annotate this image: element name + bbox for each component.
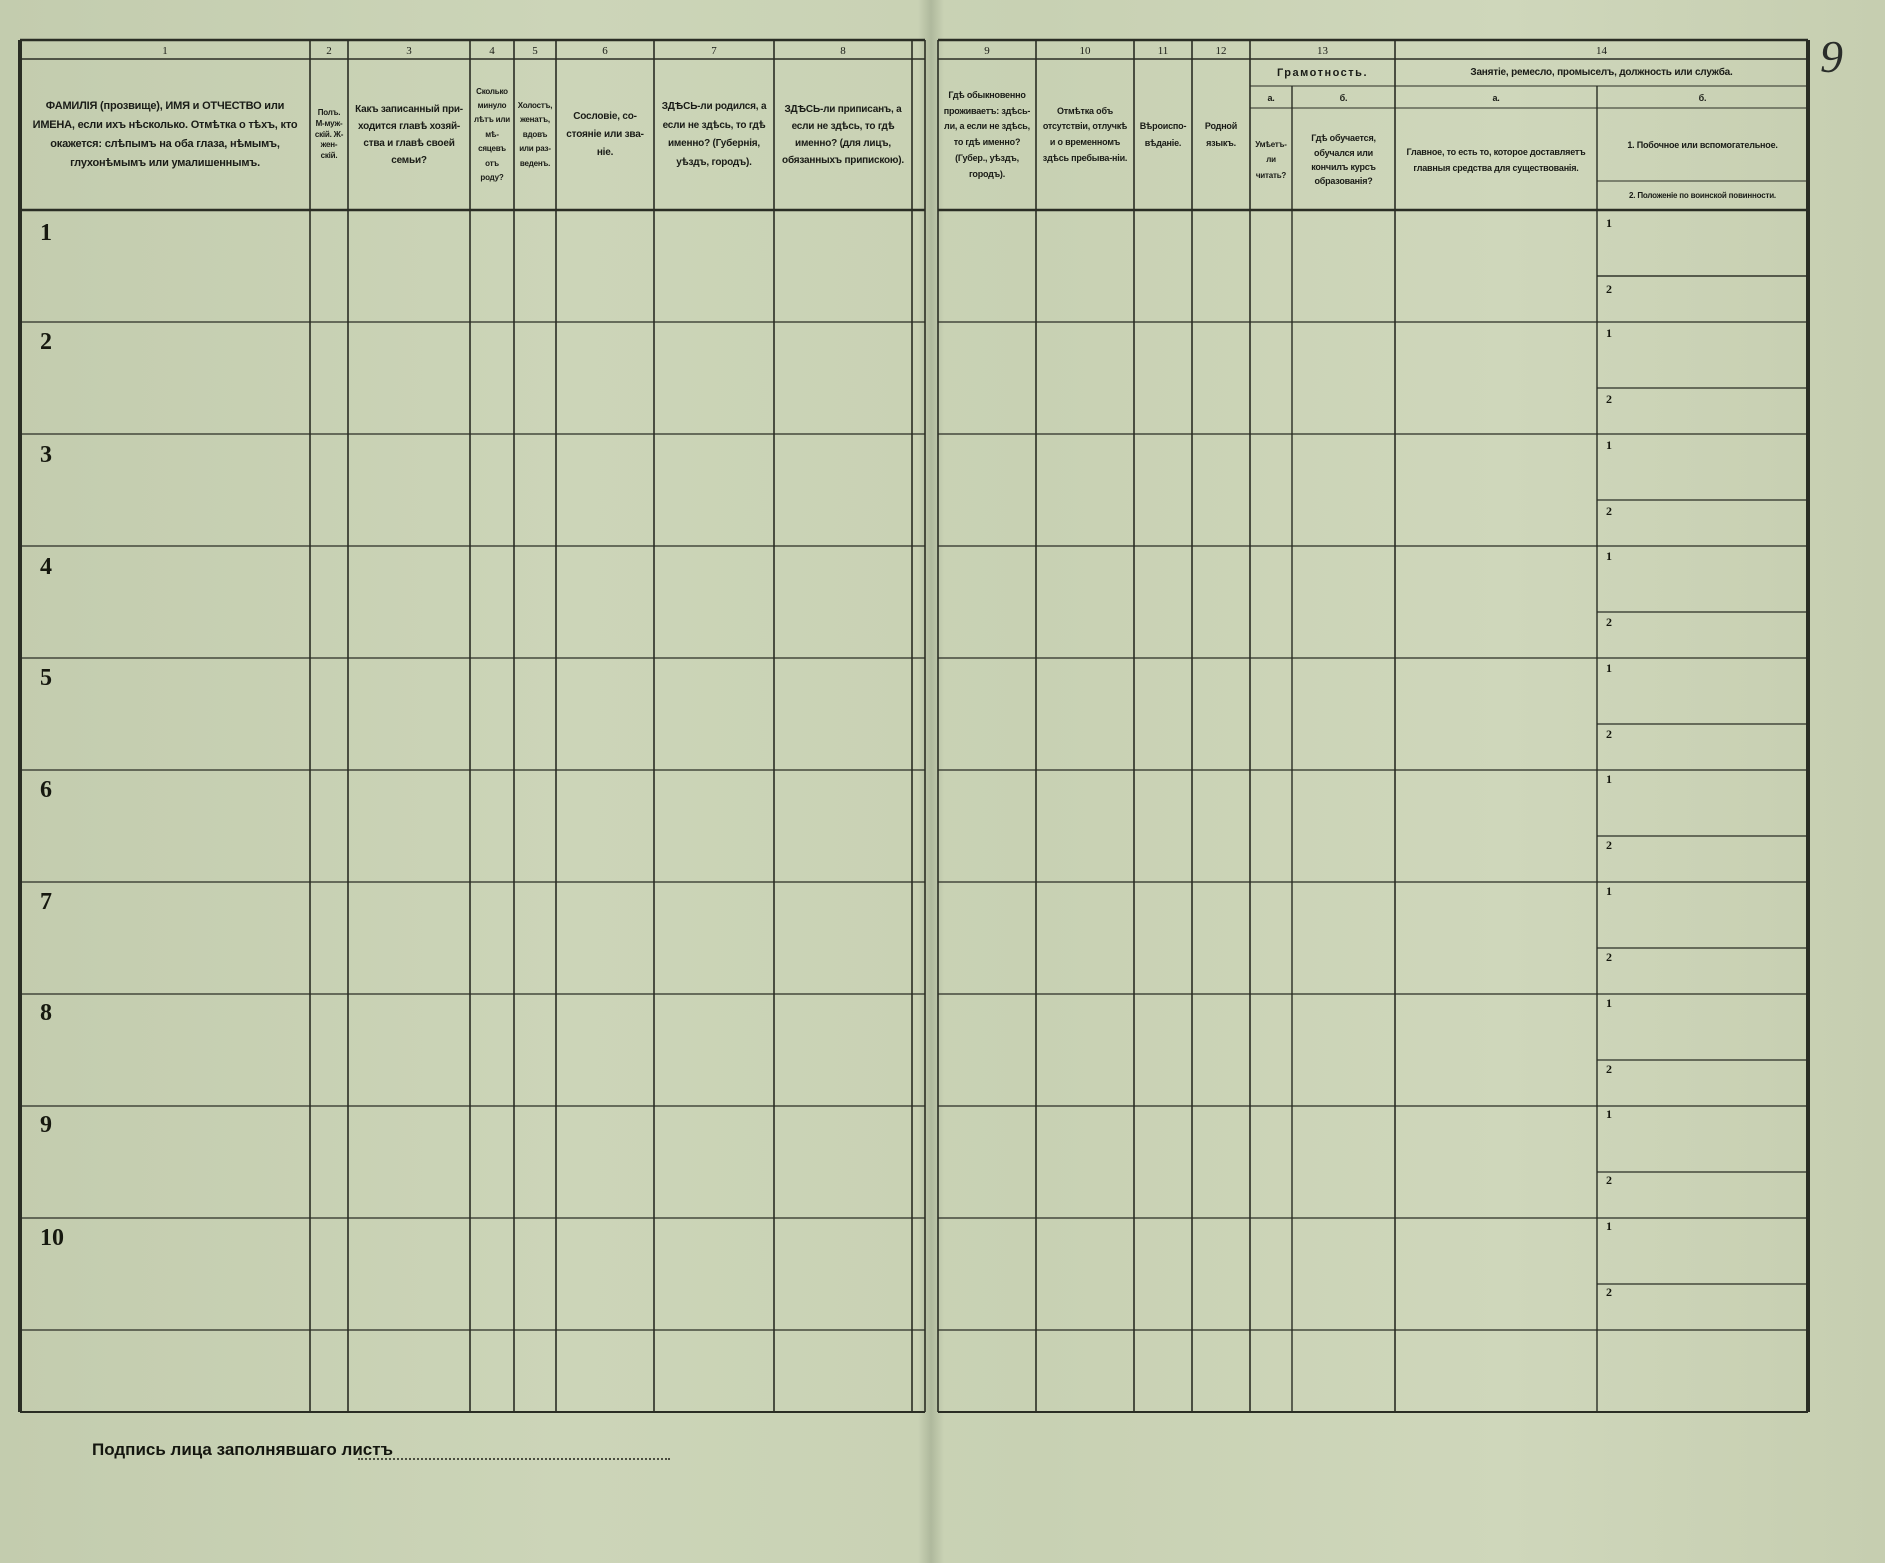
- column-number-14: 14: [1596, 44, 1607, 57]
- column-number-10: 10: [1079, 44, 1091, 57]
- row-number-1: 1: [40, 220, 52, 246]
- row-number-5: 5: [40, 665, 52, 691]
- row-2-sub-1: 1: [1606, 326, 1612, 340]
- header-literacy: Грамотность.: [1276, 66, 1369, 79]
- row-10-sub-1: 1: [1606, 1219, 1612, 1233]
- signature-line[interactable]: [358, 1458, 670, 1460]
- row-3-sub-2: 2: [1606, 504, 1612, 518]
- row-8-sub-1: 1: [1606, 996, 1612, 1010]
- column-number-5: 5: [532, 44, 538, 57]
- column-number-8: 8: [840, 44, 846, 57]
- row-number-8: 8: [40, 1000, 52, 1026]
- header-main-occupation: Главное, то есть то, которое доставляетъ главныя средства для существованія.: [1406, 146, 1586, 173]
- page-number: 9: [1820, 31, 1843, 82]
- row-7-sub-1: 1: [1606, 884, 1612, 898]
- column-number-1: 1: [162, 44, 168, 57]
- header-age: Сколько минуло лѣтъ или мѣ-сяцевъ отъ роду?: [474, 86, 510, 182]
- header-absence: Отмѣтка объ отсутствіи, отлучкѣ и о временномъ здѣсь пребыва-ніи.: [1042, 105, 1128, 163]
- row-number-6: 6: [40, 777, 52, 803]
- column-number-11: 11: [1157, 44, 1169, 57]
- row-number-10: 10: [40, 1225, 64, 1251]
- header-occupation-a: а.: [1492, 92, 1500, 103]
- signature-label: Подпись лица заполнявшаго листъ: [92, 1440, 393, 1459]
- column-number-2: 2: [326, 44, 332, 57]
- column-number-13: 13: [1317, 44, 1328, 57]
- column-number-12: 12: [1215, 44, 1227, 57]
- row-6-sub-2: 2: [1606, 838, 1612, 852]
- header-estate: Сословіе, со-стояніе или зва-ніе.: [566, 111, 644, 158]
- row-9-sub-2: 2: [1606, 1173, 1612, 1187]
- row-10-sub-2: 2: [1606, 1285, 1612, 1299]
- column-number-4: 4: [489, 44, 495, 57]
- header-registration: ЗДѢСЬ-ли приписанъ, а если не здѣсь, то гдѣ именно? (для лицъ, обязанныхъ припискою).: [782, 104, 904, 166]
- column-number-9: 9: [984, 44, 990, 57]
- header-sex: Полъ. М-муж-скій. Ж-жен-скій.: [314, 108, 344, 161]
- header-occupation-b: б.: [1698, 92, 1707, 103]
- column-number-6: 6: [602, 44, 608, 57]
- row-3-sub-1: 1: [1606, 438, 1612, 452]
- header-literacy-b: б.: [1339, 92, 1348, 103]
- row-number-9: 9: [40, 1112, 52, 1138]
- row-4-sub-2: 2: [1606, 615, 1612, 629]
- row-1-sub-2: 2: [1606, 282, 1612, 296]
- column-number-7: 7: [711, 44, 717, 57]
- header-secondary-occupation: 1. Побочное или вспомогательное.: [1627, 139, 1778, 150]
- header-religion: Вѣроиспо-вѣданіе.: [1139, 120, 1187, 148]
- header-marital: Холостъ, женатъ, вдовъ или раз-веденъ.: [517, 101, 553, 168]
- row-number-7: 7: [40, 889, 52, 915]
- row-8-sub-2: 2: [1606, 1062, 1612, 1076]
- row-2-sub-2: 2: [1606, 392, 1612, 406]
- row-number-4: 4: [40, 554, 52, 580]
- row-7-sub-2: 2: [1606, 950, 1612, 964]
- header-military-status: 2. Положеніе по воинской повинности.: [1629, 190, 1776, 200]
- row-5-sub-2: 2: [1606, 727, 1612, 741]
- row-9-sub-1: 1: [1606, 1107, 1612, 1121]
- header-relation: Какъ записанный при-ходится главѣ хозяй-ства и главѣ своей семьи?: [355, 104, 463, 166]
- header-literacy-a: а.: [1267, 92, 1275, 103]
- row-6-sub-1: 1: [1606, 772, 1612, 786]
- row-number-3: 3: [40, 442, 52, 468]
- header-native-language: Родной языкъ.: [1204, 120, 1238, 148]
- row-4-sub-1: 1: [1606, 549, 1612, 563]
- header-residence: Гдѣ обыкновенно проживаетъ: здѣсь-ли, а если не здѣсь, то гдѣ именно? (Губер., уѣздъ, городъ).: [943, 89, 1031, 179]
- column-number-3: 3: [406, 44, 412, 57]
- row-number-2: 2: [40, 329, 52, 355]
- header-occupation: Занятіе, ремесло, промыселъ, должность или служба.: [1470, 67, 1733, 79]
- header-name: ФАМИЛІЯ (прозвище), ИМЯ и ОТЧЕСТВО или ИМЕНА, если ихъ нѣсколько. Отмѣтка о тѣхъ, кто окажется: слѣпымъ на оба глаза, нѣмымъ, глухонѣмымъ или умалишеннымъ.: [32, 99, 298, 170]
- header-birthplace: ЗДѢСЬ-ли родился, а если не здѣсь, то гдѣ именно? (Губернія, уѣздъ, городъ).: [661, 101, 767, 168]
- row-5-sub-1: 1: [1606, 661, 1612, 675]
- row-1-sub-1: 1: [1606, 216, 1612, 230]
- header-can-read: Умѣетъ-ли читать?: [1255, 140, 1287, 180]
- header-education: Гдѣ обучается, обучался или кончилъ курсъ образованія?: [1311, 133, 1376, 187]
